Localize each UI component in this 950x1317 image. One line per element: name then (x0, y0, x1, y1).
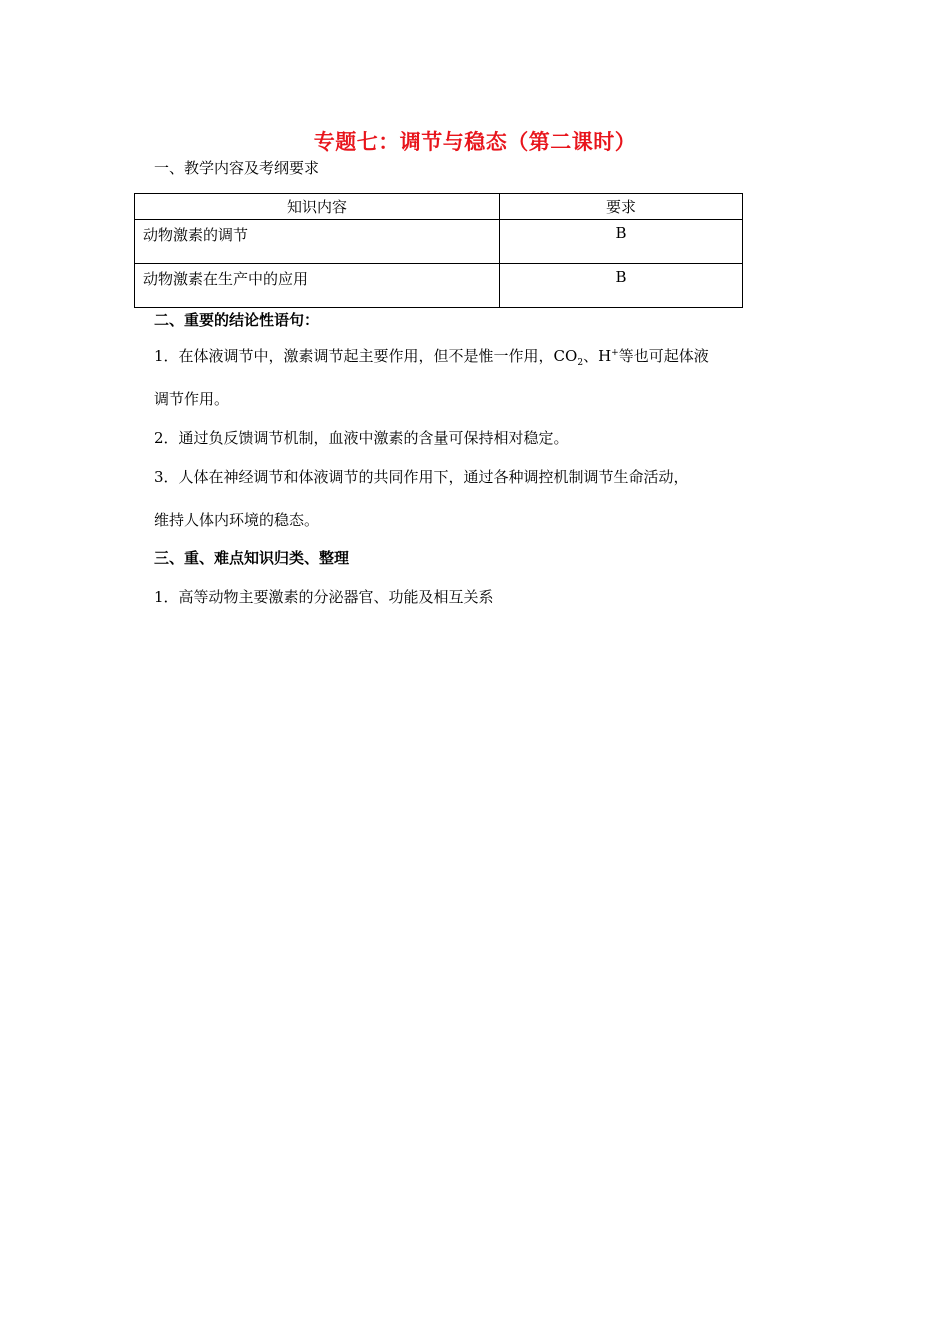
statement-2: 2．通过负反馈调节机制，血液中激素的含量可保持相对稳定。 (154, 429, 569, 447)
statement-1 (154, 345, 709, 368)
requirements-table (134, 193, 743, 308)
section-heading-2: 二、重要的结论性语句： (154, 311, 320, 329)
section-heading-1: 一、教学内容及考纲要求 (154, 159, 320, 177)
section-heading-3: 三、重、难点知识归类、整理 (154, 549, 350, 567)
table-row (135, 264, 743, 308)
cell-level: B (500, 264, 743, 308)
statement-1-prefix: 1．在体液调节中，激素调节起主要作用，但不是惟一作用，CO (154, 347, 578, 365)
statement-4: 1．高等动物主要激素的分泌器官、功能及相互关系 (154, 588, 494, 606)
cell-level: B (500, 220, 743, 264)
statement-3: 3．人体在神经调节和体液调节的共同作用下，通过各种调控机制调节生命活动， (154, 468, 689, 486)
statement-1-suffix: 等也可起体液 (618, 347, 709, 365)
table-header-row (135, 194, 743, 220)
cell-content: 动物激素在生产中的应用 (135, 264, 500, 308)
header-content: 知识内容 (135, 194, 500, 220)
h-superscript: + (611, 348, 619, 358)
statement-1-mid: 、H (583, 347, 612, 365)
page-title: 专题七：调节与稳态（第二课时） (313, 130, 637, 154)
table-row (135, 220, 743, 264)
statement-3-continued: 维持人体内环境的稳态。 (154, 511, 320, 529)
statement-1-continued: 调节作用。 (154, 390, 230, 408)
cell-content: 动物激素的调节 (135, 220, 500, 264)
co2-subscript: 2 (577, 358, 584, 368)
header-level: 要求 (500, 194, 743, 220)
